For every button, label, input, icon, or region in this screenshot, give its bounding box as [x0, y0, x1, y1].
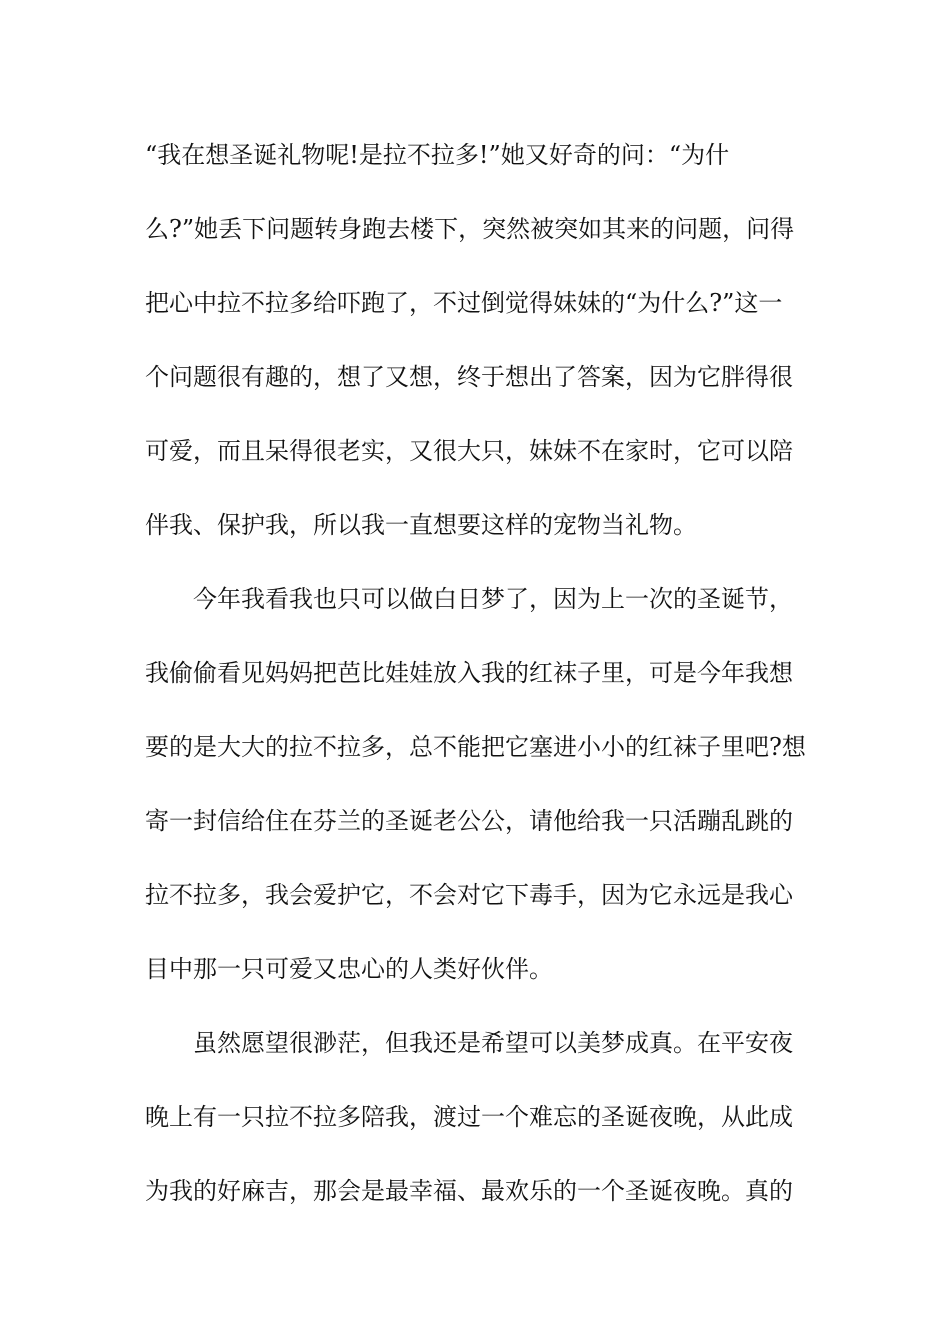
text-line-1: “我在想圣诞礼物呢!是拉不拉多!”她又好奇的问：“为什 [145, 141, 730, 169]
text-line-13: 虽然愿望很渺茫，但我还是希望可以美梦成真。在平安夜 [193, 1029, 793, 1057]
text-line-15: 为我的好麻吉，那会是最幸福、最欢乐的一个圣诞夜晚。真的 [145, 1177, 793, 1205]
text-line-8: 我偷偷看见妈妈把芭比娃娃放入我的红袜子里，可是今年我想 [145, 659, 793, 687]
text-line-5: 可爱，而且呆得很老实，又很大只，妹妹不在家时，它可以陪 [145, 437, 793, 465]
text-line-11: 拉不拉多，我会爱护它，不会对它下毒手，因为它永远是我心 [145, 881, 793, 909]
text-line-14: 晚上有一只拉不拉多陪我，渡过一个难忘的圣诞夜晚，从此成 [145, 1103, 793, 1131]
text-line-9: 要的是大大的拉不拉多，总不能把它塞进小小的红袜子里吧?想 [145, 733, 806, 761]
text-line-10: 寄一封信给住在芬兰的圣诞老公公，请他给我一只活蹦乱跳的 [145, 807, 793, 835]
text-line-2: 么?”她丢下问题转身跑去楼下，突然被突如其来的问题，问得 [145, 215, 795, 243]
text-line-6: 伴我、保护我，所以我一直想要这样的宠物当礼物。 [145, 511, 697, 539]
text-line-4: 个问题很有趣的，想了又想，终于想出了答案，因为它胖得很 [145, 363, 793, 391]
text-line-12: 目中那一只可爱又忠心的人类好伙伴。 [145, 955, 553, 983]
text-line-7: 今年我看我也只可以做白日梦了，因为上一次的圣诞节， [193, 585, 793, 613]
text-line-3: 把心中拉不拉多给吓跑了，不过倒觉得妹妹的“为什么?”这一 [145, 289, 783, 317]
